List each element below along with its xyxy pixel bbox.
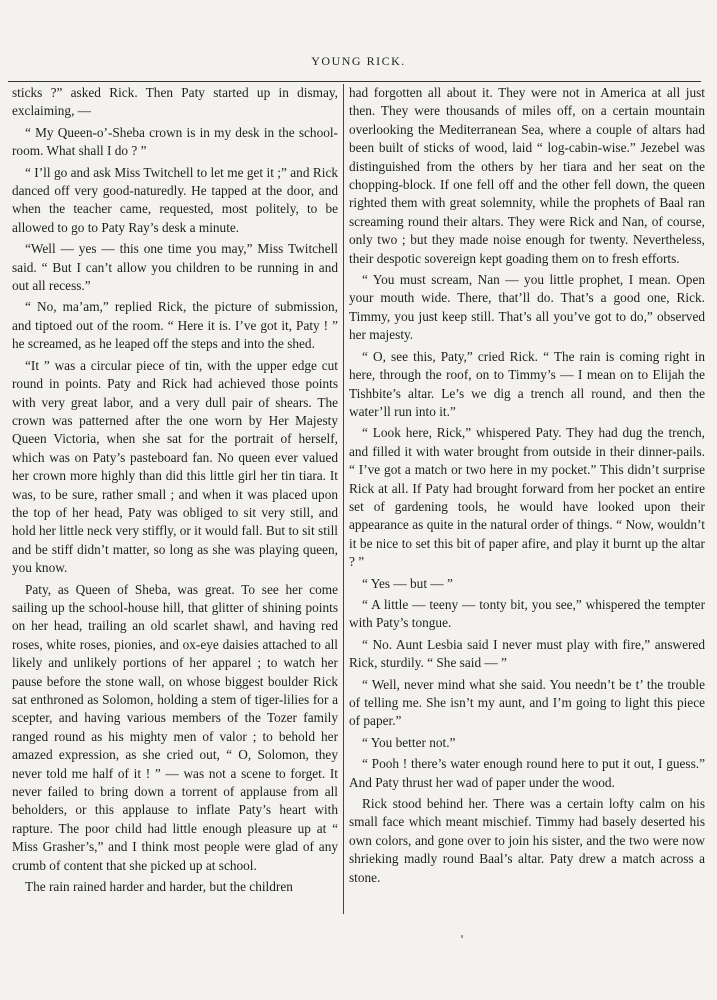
- paragraph: “Well — yes — this one time you may,” Miss Twitchell said. “ But I can’t allow you children to be running in and out all recess.”: [12, 241, 338, 294]
- paragraph: “ You must scream, Nan — you little prophet, I mean. Open your mouth wide. There, that’ll do. That’s a good one, Rick. Timmy, you just keep still. That’s all you’ve got to do,” observed her majesty.: [349, 272, 705, 343]
- paragraph: Rick stood behind her. There was a certain lofty calm on his small face which meant mischief. Timmy had basely deserted his own colors, and gone over to join his sister, and the two were now shrieking madly round Baal’s altar. Paty drew a match across a stone.: [349, 796, 705, 885]
- paragraph: “ Pooh ! there’s water enough round here to put it out, I guess.” And Paty thrust her wad of paper under the wood.: [349, 756, 705, 790]
- paragraph: “ I’ll go and ask Miss Twitchell to let me get it ;” and Rick danced off very good-naturedly. He tapped at the door, and when the teacher came, requested, most politely, to be allowed to go to Paty Ray’s desk a minute.: [12, 164, 338, 235]
- left-column: [12, 84, 338, 899]
- paragraph: “ Look here, Rick,” whispered Paty. They had dug the trench, and filled it with water brought from outside in their dinner-pails. “ I’ve got a match or two here in my pocket.” This didn’t surprise Rick at all. If Paty had brought forward from her pocket an entire set of gardening tools, he would have looked upon their appearance as quite in the natural order of things. “ Now, wouldn’t it be nice to set this bit of paper afire, and play it burnt up the altar ? ”: [349, 425, 705, 570]
- paragraph: “It ” was a circular piece of tin, with the upper edge cut round in points. Paty and Rick had achieved those points with very great labor, and a very dull pair of shears. The crown was patterned after the one worn by Her Majesty Queen Victoria, when she sat for the portrait of herself, which was on Paty’s pasteboard fan. No queen ever valued her crown more highly than did this little girl her tin tiara. It was, to be sure, rather small ; and when it was placed upon the top of her head, Paty was obliged to sit very still, and hold her little neck very stiffly, or it would fall. But to sit still and be stiff didn’t matter, so long as she was playing queen, you know.: [12, 357, 338, 576]
- paragraph: “ Well, never mind what she said. You needn’t be t’ the trouble of telling me. She isn’t my aunt, and I’m going to light this piece of paper.”: [349, 676, 705, 729]
- paragraph: “ No. Aunt Lesbia said I never must play with fire,” answered Rick, sturdily. “ She said — ”: [349, 636, 705, 671]
- right-column: [349, 84, 705, 890]
- paragraph: “ My Queen-o’-Sheba crown is in my desk in the school-room. What shall I do ? ”: [12, 124, 338, 159]
- running-title: YOUNG RICK.: [311, 54, 406, 68]
- paragraph: “ A little — teeny — tonty bit, you see,” whispered the tempter with Paty’s tongue.: [349, 596, 705, 631]
- paragraph: Paty, as Queen of Sheba, was great. To see her come sailing up the school-house hill, that glitter of shining points on her head, trailing an old scarlet shawl, and having red roses, white roses, pionies, and ox-eye daisies attached to all likely and unlikely portions of her apparel ; to watch her pause before the stone wall, on whose biggest boulder Rick sat enthroned as Solomon, holding a stem of tiger-lilies for a scepter, and having various members of the Tozer family ranged round as his mighty men of valor ; to behold her amazed expression, as she cried out, “ O, Solomon, they never told me half of it ! ” — was not a scene to forget. It never failed to bring down a torrent of applause from all beholders, or this applause to inflate Paty’s heart with rapture. The poor child had little enough pleasure up at “ Miss Grasher’s,” and I think most people were glad of any crumb of content that she picked up at school.: [12, 581, 338, 873]
- paragraph: “ Yes — but — ”: [362, 575, 453, 591]
- scan-speck: [461, 935, 463, 938]
- header-rule: [8, 81, 701, 82]
- paragraph: “ No, ma’am,” replied Rick, the picture of submission, and tiptoed out of the room. “ Here it is. I’ve got it, Paty ! ” he screamed, as he leaped off the steps and into the shed.: [12, 299, 338, 352]
- paragraph: “ You better not.”: [362, 734, 456, 750]
- paragraph: “ O, see this, Paty,” cried Rick. “ The rain is coming right in here, through the roof, on to Timmy’s — I mean on to Elijah the Tishbite’s altar. Le’s we dig a trench all round, and then the water’ll run into it.”: [349, 348, 705, 419]
- paragraph: The rain rained harder and harder, but the children: [25, 879, 293, 895]
- column-divider: [343, 84, 344, 914]
- paragraph: sticks ?” asked Rick. Then Paty started up in dismay, exclaiming, —: [12, 85, 338, 119]
- paragraph: had forgotten all about it. They were not in America at all just then. They were thousands of miles off, on a certain mountain overlooking the Mediterranean Sea, where a couple of altars had been built of sticks of wood, laid “ log-cabin-wise.” Jezebel was distinguished from the others by her tiara and her seat on the chopping-block. If one fell off and the other fell down, the queen righted them with great solemnity, while the prophets of Baal ran screaming round their altars. They were Rick and Nan, of course, only two ; but they made noise enough for twenty. Nevertheless, their despotic sovereign kept goading them on to fresh efforts.: [349, 85, 705, 266]
